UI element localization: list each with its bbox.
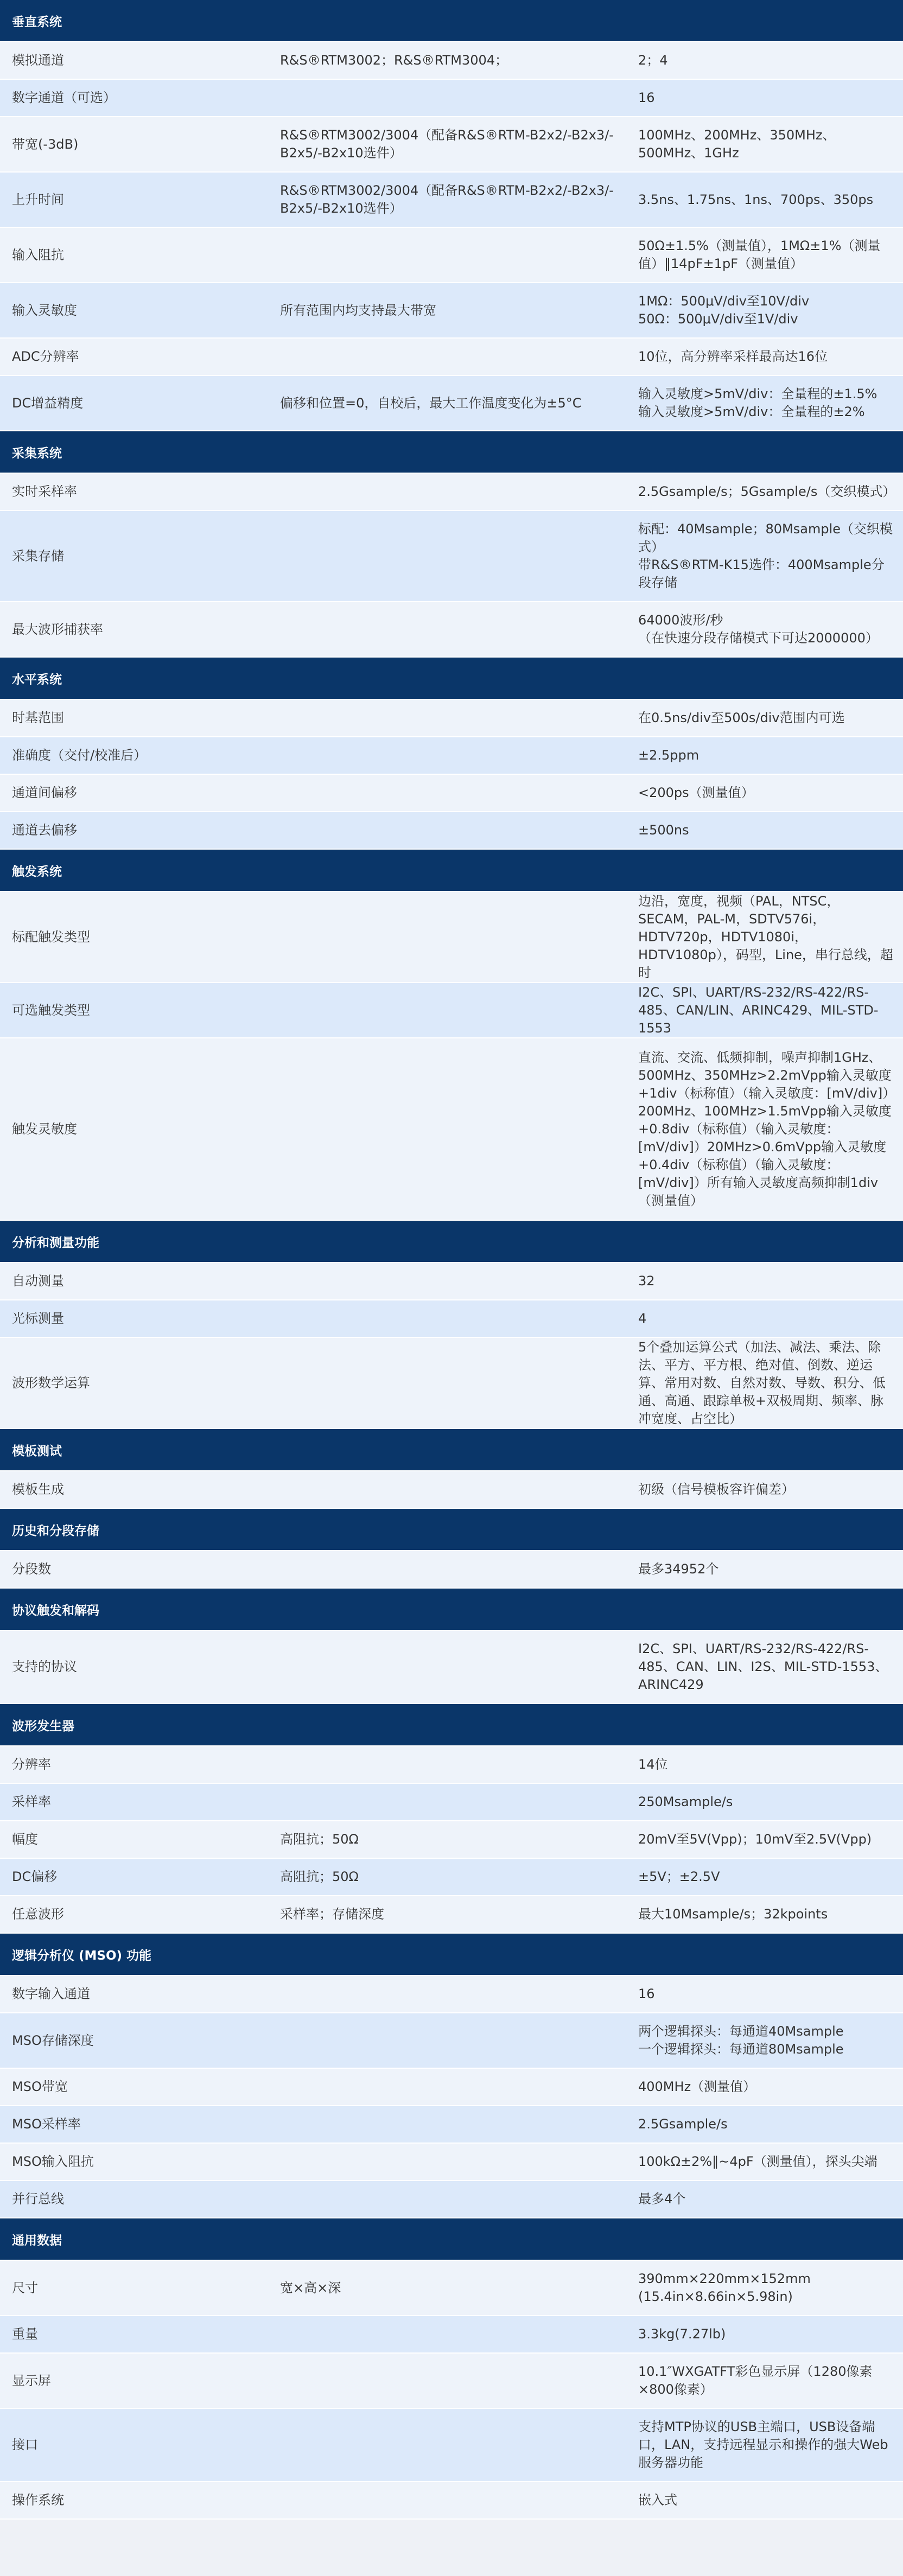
spec-parameter: 任意波形 xyxy=(12,1907,64,1922)
spec-row xyxy=(0,1976,903,2013)
spec-value: ±2.5ppm xyxy=(638,748,699,763)
spec-parameter: 接口 xyxy=(12,2437,38,2452)
section-header: 模板测试 xyxy=(0,1429,903,1471)
spec-condition: 偏移和位置=0，自校后，最大工作温度变化为±5°C xyxy=(280,395,582,411)
spec-value: 支持MTP协议的USB主端口，USB设备端口，LAN，支持远程显示和操作的强大Web服务器功能 xyxy=(638,2419,888,2470)
spec-row xyxy=(0,602,903,658)
spec-value: I2C、SPI、UART/RS-232/RS-422/RS-485、CAN、LIN、I2S、MIL-STD-1553、ARINC429 xyxy=(638,1641,888,1692)
spec-row xyxy=(0,1784,903,1821)
spec-row xyxy=(0,2482,903,2520)
spec-value: 100MHz、200MHz、350MHz、500MHz、1GHz xyxy=(638,127,836,161)
spec-parameter: 采样率 xyxy=(12,1794,51,1809)
section-header: 垂直系统 xyxy=(0,0,903,42)
spec-value: 最多4个 xyxy=(638,2191,686,2207)
spec-row xyxy=(0,737,903,775)
spec-parameter: DC偏移 xyxy=(12,1869,58,1884)
spec-value: 14位 xyxy=(638,1757,668,1772)
spec-parameter: 幅度 xyxy=(12,1832,38,1847)
spec-parameter: 数字通道（可选） xyxy=(12,90,116,105)
spec-condition: 宽×高×深 xyxy=(280,2280,341,2296)
spec-row xyxy=(0,173,903,228)
spec-row xyxy=(0,1896,903,1934)
spec-value: 最大10Msample/s；32kpoints xyxy=(638,1907,828,1922)
spec-parameter: 支持的协议 xyxy=(12,1659,77,1674)
spec-value: ±5V；±2.5V xyxy=(638,1869,720,1884)
spec-parameter: 分段数 xyxy=(12,1561,51,1577)
spec-parameter: 重量 xyxy=(12,2326,38,2342)
spec-parameter: 并行总线 xyxy=(12,2191,64,2207)
spec-parameter: 模板生成 xyxy=(12,1482,64,1497)
spec-value: ±500ns xyxy=(638,822,689,838)
spec-row xyxy=(0,892,903,983)
section-header: 水平系统 xyxy=(0,658,903,700)
spec-row xyxy=(0,812,903,850)
section-header: 逻辑分析仪 (MSO) 功能 xyxy=(0,1934,903,1976)
spec-value: 5个叠加运算公式（加法、减法、乘法、除法、平方、平方根、绝对值、倒数、逆运算、常用对数、自然对数、导数、积分、低通、高通、跟踪单极+双极周期、频率、脉冲宽度、占空比） xyxy=(638,1339,886,1426)
spec-value: 标配：40Msample；80Msample（交织模式） 带R&S®RTM-K15选件：400Msample分段存储 xyxy=(638,521,893,590)
spec-row xyxy=(0,1631,903,1704)
spec-row xyxy=(0,2354,903,2409)
spec-value: 最多34952个 xyxy=(638,1561,719,1577)
spec-row xyxy=(0,1821,903,1859)
spec-value: 390mm×220mm×152mm (15.4in×8.66in×5.98in) xyxy=(638,2271,811,2304)
spec-value: 两个逻辑探头：每通道40Msample 一个逻辑探头：每通道80Msample xyxy=(638,2024,844,2057)
spec-value: 边沿，宽度，视频（PAL，NTSC，SECAM，PAL-M，SDTV576i，HDTV720p，HDTV1080i，HDTV1080p），码型，Line，串行总线，超时 xyxy=(638,893,893,980)
spec-parameter: 波形数学运算 xyxy=(12,1375,90,1391)
spec-value: 400MHz（测量值） xyxy=(638,2079,756,2094)
spec-row xyxy=(0,80,903,117)
spec-value: <200ps（测量值） xyxy=(638,785,754,800)
spec-condition: R&S®RTM3002/3004（配备R&S®RTM-B2x2/-B2x3/-B2x5/-B2x10选件） xyxy=(280,183,614,216)
spec-parameter: 标配触发类型 xyxy=(12,929,90,945)
spec-parameter: 带宽(-3dB) xyxy=(12,136,79,152)
spec-parameter: 可选触发类型 xyxy=(12,1002,90,1018)
spec-row xyxy=(0,1471,903,1509)
spec-value: 在0.5ns/div至500s/div范围内可选 xyxy=(638,710,845,725)
spec-row xyxy=(0,2106,903,2144)
section-header: 采集系统 xyxy=(0,431,903,474)
section-header: 波形发生器 xyxy=(0,1704,903,1746)
spec-parameter: 自动测量 xyxy=(12,1273,64,1289)
section-header: 分析和测量功能 xyxy=(0,1221,903,1263)
spec-row xyxy=(0,775,903,812)
spec-value: 250Msample/s xyxy=(638,1794,733,1809)
spec-condition: R&S®RTM3002；R&S®RTM3004； xyxy=(280,53,508,68)
spec-row xyxy=(0,376,903,431)
spec-row xyxy=(0,2144,903,2181)
spec-parameter: 准确度（交付/校准后） xyxy=(12,748,147,763)
spec-parameter: 触发灵敏度 xyxy=(12,1121,77,1137)
spec-parameter: 采集存储 xyxy=(12,548,64,564)
spec-parameter: MSO带宽 xyxy=(12,2079,68,2094)
spec-parameter: 光标测量 xyxy=(12,1311,64,1326)
spec-parameter: 尺寸 xyxy=(12,2280,38,2296)
spec-condition: 所有范围内均支持最大带宽 xyxy=(280,302,436,318)
spec-parameter: MSO存储深度 xyxy=(12,2032,94,2048)
spec-value: 2.5Gsample/s；5Gsample/s（交织模式） xyxy=(638,484,896,499)
spec-parameter: 分辨率 xyxy=(12,1757,51,1772)
spec-parameter: DC增益精度 xyxy=(12,395,84,411)
spec-parameter: 通道间偏移 xyxy=(12,785,77,800)
section-header: 通用数据 xyxy=(0,2218,903,2261)
spec-value: 2.5Gsample/s xyxy=(638,2116,728,2132)
spec-parameter: 实时采样率 xyxy=(12,484,77,499)
spec-value: 10.1″WXGATFT彩色显示屏（1280像素×800像素） xyxy=(638,2364,873,2397)
spec-row xyxy=(0,2181,903,2218)
spec-value: 16 xyxy=(638,1986,655,2001)
spec-value: 32 xyxy=(638,1273,655,1289)
spec-condition: 高阻抗；50Ω xyxy=(280,1869,359,1884)
spec-row xyxy=(0,339,903,376)
spec-parameter: ADC分辨率 xyxy=(12,349,79,364)
spec-value: 初级（信号模板容许偏差） xyxy=(638,1482,794,1497)
spec-row xyxy=(0,983,903,1038)
spec-value: I2C、SPI、UART/RS-232/RS-422/RS-485、CAN/LIN、ARINC429、MIL-STD-1553 xyxy=(638,984,879,1036)
spec-row xyxy=(0,1746,903,1784)
spec-parameter: 数字输入通道 xyxy=(12,1986,90,2001)
spec-value: 4 xyxy=(638,1311,647,1326)
spec-row xyxy=(0,700,903,737)
spec-parameter: 输入灵敏度 xyxy=(12,302,77,318)
spec-row xyxy=(0,1551,903,1589)
spec-parameter: 时基范围 xyxy=(12,710,64,725)
section-header: 触发系统 xyxy=(0,850,903,892)
spec-parameter: 上升时间 xyxy=(12,192,64,207)
spec-value: 输入灵敏度>5mV/div：全量程的±1.5% 输入灵敏度>5mV/div：全量程的±2% xyxy=(638,386,877,419)
spec-parameter: MSO输入阻抗 xyxy=(12,2154,94,2169)
spec-row xyxy=(0,117,903,173)
spec-value: 20mV至5V(Vpp)；10mV至2.5V(Vpp) xyxy=(638,1832,872,1847)
spec-row xyxy=(0,2261,903,2316)
spec-parameter: 最大波形捕获率 xyxy=(12,621,103,637)
section-header: 协议触发和解码 xyxy=(0,1589,903,1631)
spec-value: 10位，高分辨率采样最高达16位 xyxy=(638,349,828,364)
spec-parameter: MSO采样率 xyxy=(12,2116,81,2132)
spec-value: 1MΩ：500μV/div至10V/div 50Ω：500μV/div至1V/div xyxy=(638,294,810,327)
section-header: 历史和分段存储 xyxy=(0,1509,903,1551)
spec-value: 3.3kg(7.27lb) xyxy=(638,2326,726,2342)
spec-value: 16 xyxy=(638,90,655,105)
spec-row xyxy=(0,2409,903,2482)
spec-value: 直流、交流、低频抑制，噪声抑制1GHz、500MHz、350MHz>2.2mVpp输入灵敏度+1div（标称值）（输入灵敏度：[mV/div]）200MHz、100MHz>1.5mVpp输入灵敏度+0.8div（标称值）（输入灵敏度：[mV/div]）20MHz>0.6mVpp输入灵敏度+0.4div（标称值）（输入灵敏度：[mV/div]）所有输入灵敏度高频抑制1div（测量值） xyxy=(638,1049,892,1208)
spec-condition: 高阻抗；50Ω xyxy=(280,1832,359,1847)
spec-row xyxy=(0,474,903,511)
spec-row xyxy=(0,1300,903,1338)
spec-row xyxy=(0,511,903,602)
spec-value: 嵌入式 xyxy=(638,2492,677,2508)
spec-row xyxy=(0,2316,903,2354)
spec-condition: 采样率；存储深度 xyxy=(280,1907,384,1922)
spec-value: 64000波形/秒 （在快速分段存储模式下可达2000000） xyxy=(638,613,879,646)
spec-parameter: 输入阻抗 xyxy=(12,247,64,263)
spec-value: 2；4 xyxy=(638,53,668,68)
spec-row xyxy=(0,1263,903,1300)
spec-row xyxy=(0,42,903,80)
spec-row xyxy=(0,228,903,283)
spec-row xyxy=(0,2013,903,2069)
spec-parameter: 通道去偏移 xyxy=(12,822,77,838)
spec-parameter: 操作系统 xyxy=(12,2492,64,2508)
spec-condition: R&S®RTM3002/3004（配备R&S®RTM-B2x2/-B2x3/-B2x5/-B2x10选件） xyxy=(280,127,614,161)
spec-parameter: 显示屏 xyxy=(12,2373,51,2388)
spec-value: 50Ω±1.5%（测量值），1MΩ±1%（测量值）‖14pF±1pF（测量值） xyxy=(638,238,881,271)
spec-value: 100kΩ±2%‖~4pF（测量值），探头尖端 xyxy=(638,2154,877,2169)
spec-row xyxy=(0,2069,903,2106)
spec-row xyxy=(0,1338,903,1429)
spec-parameter: 模拟通道 xyxy=(12,53,64,68)
spec-row xyxy=(0,283,903,339)
spec-value: 3.5ns、1.75ns、1ns、700ps、350ps xyxy=(638,192,874,207)
spec-row xyxy=(0,1859,903,1896)
spec-row xyxy=(0,1038,903,1221)
